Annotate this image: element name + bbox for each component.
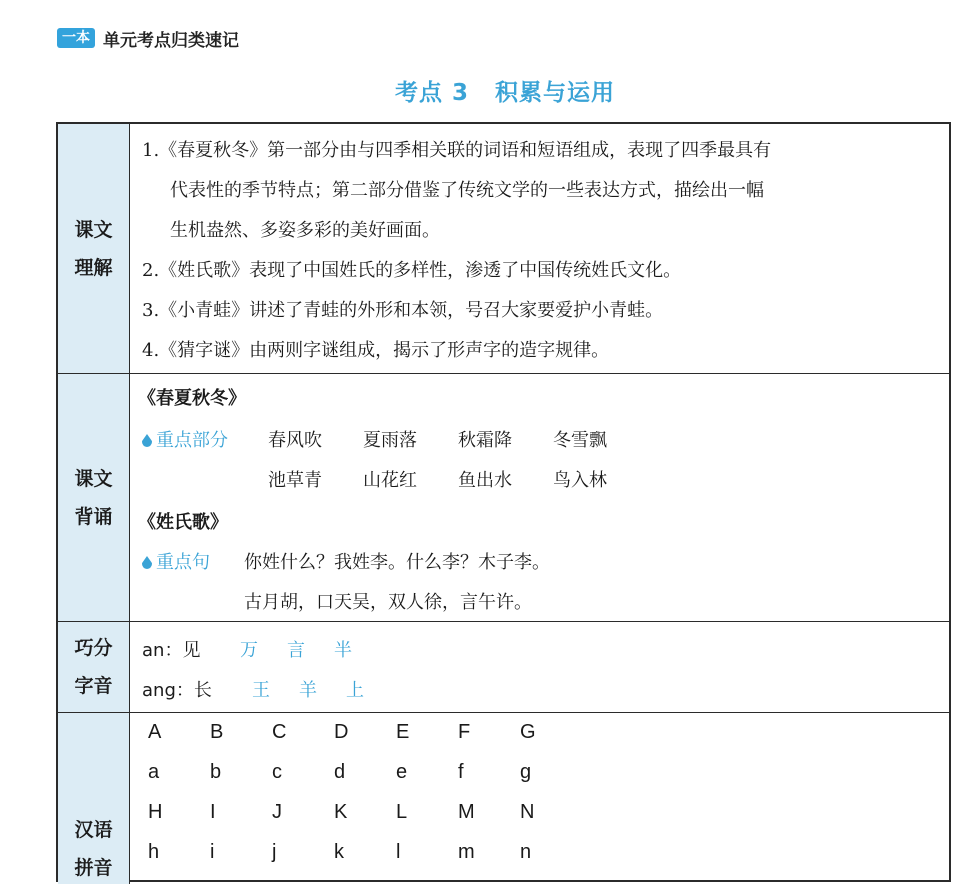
poem1-title: 《春夏秋冬》 <box>138 388 246 409</box>
sound-char: 上 <box>346 680 364 701</box>
letter: M <box>458 801 475 823</box>
row-sounds <box>58 622 949 713</box>
poem-phrase: 夏雨落 <box>363 430 417 451</box>
letter: H <box>148 801 163 823</box>
letter: B <box>210 721 224 743</box>
poem-phrase: 池草青 <box>268 470 322 491</box>
row-label-sounds <box>58 622 130 712</box>
letter: g <box>520 761 532 783</box>
letter: l <box>396 841 401 863</box>
page-title <box>0 74 970 107</box>
letter: G <box>520 721 536 743</box>
label-line: 巧分 <box>74 637 113 659</box>
summary-table <box>56 122 951 882</box>
label-line: 字音 <box>74 675 113 697</box>
poem-phrase: 鸟入林 <box>553 470 607 491</box>
label-line: 背诵 <box>74 505 113 528</box>
letter: L <box>396 801 408 823</box>
label-line: 汉语 <box>74 819 113 841</box>
letter: a <box>148 761 160 783</box>
letter: d <box>334 761 346 783</box>
label-line: 理解 <box>74 256 113 279</box>
alphabet-row <box>148 801 582 824</box>
sound-char: 言 <box>287 640 305 661</box>
sound-char: 王 <box>252 680 270 701</box>
sound-char: 万 <box>240 640 258 661</box>
letter: F <box>458 721 471 743</box>
understanding-line: 4.《猜字谜》由两则字谜组成，揭示了形声字的造字规律。 <box>142 340 610 361</box>
letter: i <box>210 841 215 863</box>
understanding-line: 2.《姓氏歌》表现了中国姓氏的多样性，渗透了中国传统姓氏文化。 <box>142 260 682 281</box>
poem2-line1: 你姓什么？我姓李。什么李？木子李。 <box>244 552 550 573</box>
poem-phrase: 秋霜降 <box>458 430 512 451</box>
letter: n <box>520 841 532 863</box>
poem-phrase: 山花红 <box>363 470 417 491</box>
letter: j <box>272 841 277 863</box>
letter: I <box>210 801 216 823</box>
row-label-pinyin <box>58 713 130 884</box>
understanding-line: 1.《春夏秋冬》第一部分由与四季相关联的词语和短语组成，表现了四季最具有 <box>142 140 772 161</box>
sound-row-an <box>142 636 381 662</box>
understanding-line: 3.《小青蛙》讲述了青蛙的外形和本领，号召大家要爱护小青蛙。 <box>142 300 664 321</box>
label-line: 课文 <box>74 218 113 241</box>
row-understanding <box>58 124 949 374</box>
key-sentence-label <box>142 548 210 574</box>
letter: f <box>458 761 464 783</box>
header-title: 单元考点归类速记 <box>103 30 239 51</box>
letter: C <box>272 721 287 743</box>
letter: c <box>272 761 282 783</box>
sound-prefix: an：见 <box>142 640 201 661</box>
letter: h <box>148 841 160 863</box>
row-recitation <box>58 374 949 622</box>
sound-prefix: ang：长 <box>142 680 212 701</box>
page-header <box>57 26 239 50</box>
topic-number: 考点 3 <box>394 80 469 106</box>
poem-phrase: 冬雪飘 <box>553 430 607 451</box>
letter: N <box>520 801 535 823</box>
letter: e <box>396 761 408 783</box>
letter: m <box>458 841 475 863</box>
row-pinyin <box>58 713 949 884</box>
row-label-understanding <box>58 124 130 373</box>
alphabet-row <box>148 761 582 784</box>
topic-name: 积累与运用 <box>495 80 615 106</box>
letter: D <box>334 721 349 743</box>
poem2-line2: 古月胡，口天吴，双人徐，言午许。 <box>244 592 532 613</box>
letter: J <box>272 801 282 823</box>
key-part-label <box>142 426 228 452</box>
poem1-row2 <box>268 466 648 492</box>
poem-phrase: 鱼出水 <box>458 470 512 491</box>
label-line: 拼音 <box>74 857 113 879</box>
understanding-line: 生机盎然、多姿多彩的美好画面。 <box>170 220 440 241</box>
row-label-recitation <box>58 374 130 621</box>
drop-icon <box>142 434 152 447</box>
letter: E <box>396 721 410 743</box>
poem2-title: 《姓氏歌》 <box>138 512 228 533</box>
alphabet-row <box>148 841 582 864</box>
letter: A <box>148 721 162 743</box>
label-line: 课文 <box>74 467 113 490</box>
poem-phrase: 春风吹 <box>268 430 322 451</box>
understanding-line: 代表性的季节特点；第二部分借鉴了传统文学的一些表达方式，描绘出一幅 <box>170 180 764 201</box>
letter: b <box>210 761 222 783</box>
sound-char: 羊 <box>299 680 317 701</box>
key-sentence-text: 重点句 <box>156 552 210 573</box>
alphabet-row <box>148 721 582 744</box>
sound-char: 半 <box>334 640 352 661</box>
key-part-text: 重点部分 <box>156 430 228 451</box>
poem1-row1 <box>268 426 648 452</box>
letter: k <box>334 841 344 863</box>
brand-logo: 一本 <box>57 28 95 48</box>
sound-row-ang <box>142 676 393 702</box>
letter: K <box>334 801 348 823</box>
drop-icon <box>142 556 152 569</box>
